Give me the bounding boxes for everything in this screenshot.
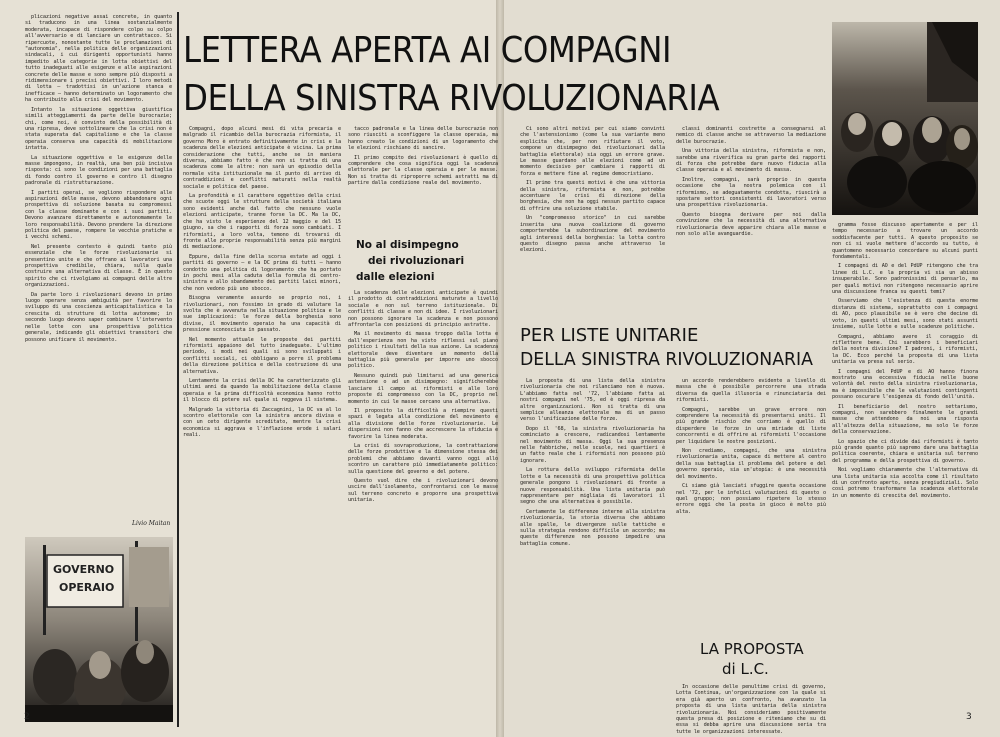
paragraph: Certamente le differenze interne alla sinistra rivoluzionaria, la storia diversa che abbiamo alle spalle, le divergenze sulle tattiche e sulla strategia rendono difficile un accordo; ma queste differenze non possono impedire una battaglia comune. — [520, 508, 665, 547]
paragraph: In occasione delle penultime crisi di governo, Lotta Continua, un'organizzazione con la quale si era già aperto un confronto, ha avanzato la proposta di una lista unitaria della sinistra rivoluzionaria. Noi consideriamo positivamente questa presa di posizione e riteniamo che su di essa si debba aprire una discussione seria tra tutte le organizzazioni interessate. — [676, 684, 826, 735]
article-column-2-top — [348, 126, 498, 228]
column-rule — [177, 12, 179, 727]
paragraph: Compagni, dopo alcuni mesi di vita precaria e malgrado il ricambio della burocrazia riformista, il governo Moro è entrato definitivamente in crisi e la scadenza delle elezioni anticipate è vicina. La prima considerazione che tutti, anche se in maniera diversa, abbiamo fatto è che non si tratta di una scadenza come le altre: non sarà un episodio della normale vita istituzionale ma il punto di arrivo di contraddizioni e conflitti maturati nella realtà sociale e politica del paese. — [183, 126, 341, 190]
paragraph: Compagni, abbiamo avere il coraggio di riflettere bene. Chi sarebbero i beneficiari della nostra divisione? I padroni, i riformisti, la DC. Ecco perché la proposta di una lista unitaria va presa sul serio. — [832, 333, 978, 366]
subhead-line: dalle elezioni — [356, 271, 435, 283]
headline-line-1: LETTERA APERTA AI COMPAGNI — [183, 30, 672, 71]
article-column-7 — [676, 684, 826, 735]
author-signature: Livio Maitan — [132, 520, 171, 527]
paragraph: Intanto la situazione oggettiva giustifica simili atteggiamenti da parte delle burocrazie; chi, come noi, è convinto della possibilità di una ripresa, deve sottolineare che la crisi non è stata superata dal capitalismo e che la classe operaia conserva una capacità di mobilitazione intatta. — [25, 106, 172, 152]
paragraph: Lo spazio che ci divide dai riformisti è tanto più grande quanto più sapremo dare una battaglia politica coerente, chiara e unitaria sul terreno del programma e della prospettiva di governo. — [832, 438, 978, 464]
paragraph: Ci siamo già lasciati sfuggire questa occasione nel '72, per le infelici valutazioni di questo o quel gruppo; non possiamo ripetere lo stesso errore oggi che la posta in gioco è molto più alta. — [676, 483, 826, 515]
subhead-line: No al disimpegno — [356, 239, 459, 251]
photo-image — [832, 22, 978, 215]
headline-line-2: DELLA SINISTRA RIVOLUZIONARIA — [183, 78, 720, 119]
paragraph: Ma il movimento di massa troppo dalla lotta e dall'esperienza non ha visto riflessi sul piano politico i risultati della sua azione. La scadenza elettorale deve diventare un momento della battaglia più generale per imporre uno sbocco politico. — [348, 331, 498, 370]
photo-crowd — [832, 22, 978, 215]
page-number-left: 2 — [24, 712, 30, 722]
left-text-column — [25, 14, 172, 514]
article-column-1 — [183, 126, 341, 722]
paragraph: Ci sono altri motivi per cui siamo convinti che l'astensionismo (come la sua variante meno esplicita che, per non rifiutare il voto, compone un disimpegno dei rivoluzionari dalla battaglia elettorale) sia oggi un errore grave. Le masse guardano alle elezioni come ad un momento decisivo per cambiare i rapporti di forza e mettere fine al regime democristiano. — [520, 126, 665, 177]
article-column-8 — [832, 222, 978, 722]
paragraph: Nel presente contesto è quindi tanto più essenziale che le forze rivoluzionarie si presentino unite e che offrano ai lavoratori una prospettiva credibile, chiara, sulla quale costruire una alternativa di classe. È in questo spirito che ci rivolgiamo ai compagni delle altre organizzazioni. — [25, 243, 172, 289]
paragraph: Una vittoria della sinistra, riformista e non, sarebbe una riverifica su gran parte dei rapporti di forza che potrebbe dare nuovo fiducia alla classe operaia e al movimento di massa. — [676, 148, 826, 174]
section-title-proposta-line2: di L.C. — [722, 660, 769, 678]
banner-text-line2: OPERAIO — [59, 581, 115, 594]
paragraph: un accordo renderebbero evidente a livello di massa che è possibile percorrere una strada diversa da quella illusoria e rinunciataria dei riformisti. — [676, 378, 826, 404]
banner-text-line1: GOVERNO — [53, 563, 115, 576]
paragraph: La scadenza delle elezioni anticipate è quindi il prodotto di contraddizioni maturate a livello sociale e non sul terreno istituzionale. Di conflitti di classe e non di idee. I rivoluzionari non possono ignorare la scadenza e non possono affrontarla con posizioni di principio astratte. — [348, 290, 498, 329]
paragraph: Nel momento attuale le proposte dei partiti riformisti appaiono del tutto inadeguate. L'ultimo periodo, i modi nei quali si sono sviluppati i conflitti sociali, ci obbligano a porre il problema della direzione politica e della costruzione di una alternativa. — [183, 336, 341, 375]
paragraph: La situazione oggettiva e le esigenze delle masse impongono, in realtà, una ben più incisiva risposta: ci sono le condizioni per una battaglia di fondo contro il governo e contro il disegno padronale di ristrutturazione. — [25, 154, 172, 187]
section-title-liste-line2: DELLA SINISTRA RIVOLUZIONARIA — [520, 349, 813, 370]
paragraph: Un "compromesso storico" in cui sarebbe inserita una nuova coalizione di governo comporterebbe la subordinazione del movimento agli interessi della borghesia: la lotta contro questo disegno passa anche attraverso le elezioni. — [520, 215, 665, 254]
paragraph: Eppure, dalla fine della scorsa estate ad oggi i partiti di governo — e la DC prima di tutti — hanno condotto una politica di logoramento che ha portato in pochi mesi alla caduta della formula di centro-sinistra e allo sbandamento dei partiti laici minori, che non vedono più uno sbocco. — [183, 253, 341, 292]
paragraph: Il beneficiario del nostro settarismo, compagni, non sarebbero finalmente le grandi masse che attendono da noi una risposta all'altezza della situazione, ma solo le forze della conservazione. — [832, 403, 978, 436]
article-column-3 — [520, 126, 665, 322]
section-title-proposta-line1: LA PROPOSTA — [700, 640, 804, 658]
section-title-liste-line1: PER LISTE UNITARIE — [520, 325, 699, 346]
paragraph: Inoltre, compagni, sarà proprio in questa occasione che la nostra polemica con il riformismo, se adeguatamente condotta, riuscirà a spostare settori consistenti di lavoratori verso una prospettiva rivoluzionaria. — [676, 176, 826, 209]
paragraph: Il proposito la difficoltà a riempire questi spazi è legata alla condizione del movimento e alla divisione delle forze rivoluzionarie. Le dispersioni non fanno che accrescere la sfiducia e favorire la linea moderata. — [348, 407, 498, 440]
article-column-4 — [676, 126, 826, 322]
paragraph: La rottura dello sviluppo riformista delle lotte e la necessità di una prospettiva politica generale pongono i rivoluzionari di fronte a nuove responsabilità. Una lista unitaria può rappresentare per migliaia di lavoratori il segno che una alternativa è possibile. — [520, 467, 665, 506]
paragraph: Dopo il '68, la sinistra rivoluzionaria ha cominciato a crescere, radicandosi lentamente nel movimento di massa. Oggi la sua presenza nelle fabbriche, nelle scuole, nei quartieri è un fatto reale che i riformisti non possono più ignorare. — [520, 425, 665, 464]
subhead-no-disimpegno — [356, 237, 496, 285]
paragraph: Questo bisogna derivare per noi dalla convinzione che la necessità di una alternativa rivoluzionaria deve apparire chiara alle masse e non solo alle avanguardie. — [676, 211, 826, 238]
paragraph: Noi vogliamo chiaramente che l'alternativa di una lista unitaria sia accolta come il risultato di un confronto aperto, senza pregiudiziali. Solo così potremo trasformare la scadenza elettorale in un momento di crescita del movimento. — [832, 467, 978, 499]
subhead-line: dei rivoluzionari — [368, 255, 465, 267]
paragraph: Il primo tra questi motivi è che una vittoria della sinistra, riformista e non, potrebbe accentuare le crisi di direzione della borghesia, che non ha oggi nessun partito capace di offrire una soluzione stabile. — [520, 180, 665, 212]
paragraph: I compagni di AO e del PdUP ritengono che tra linee di L.C. e la propria vi sia un abisso insuperabile. Sono padronissimi di pensarlo, ma per quali motivi non ritengono necessario aprire una discussione franca su questi temi? — [832, 263, 978, 296]
paragraph: plicazioni negative assai concrete, in quanto si traducono in una linea sostanzialmente moderata, incapace di rispondere colpo su colpo all'avversario e di lanciare un contrattacco. Si ripercuote, nonostante tutte le proclamazioni di "autonomia", nella politica delle organizzazioni sindacali, i cui dirigenti opportunisti hanno impedito alle categorie in lotta obiettivi del tutto inadeguati alle esigenze e alle aspirazioni concrete delle masse e sono sempre più disposti a ridimensionare i precisi obiettivi. I loro metodi di lotta — tradottisi in un'azione stanca e inefficace — hanno determinato un logoramento che ha contribuito alla crisi del movimento. — [25, 14, 172, 104]
paragraph: Malgrado la vittoria di Zaccagnini, la DC va al lo scontro elettorale con la sinistra ancora divisa e con un ceto dirigente screditato, mentre la crisi economica si aggrava e l'inflazione erode i salari reali. — [183, 406, 341, 439]
paragraph: I partiti operai, se vogliono rispondere alle aspirazioni delle masse, devono abbandonare ogni prospettiva di soluzione basata su compromessi con la classe dominante e con i suoi partiti. Devono avanzare direttamente e autonomamente le loro responsabilità. Devono prendere la direzione politica del paese, rompere le vecchie pratiche e i vecchi schemi. — [25, 189, 172, 241]
paragraph: La proposta di una lista della sinistra rivoluzionaria che noi rilanciamo non è nuova. L'abbiamo fatta nel '72, l'abbiamo fatta ai nostri compagni nel '75, ed è oggi ripresa da altre organizzazioni. Non si tratta di una semplice alleanza elettorale ma di un passo verso l'unificazione delle forze. — [520, 378, 665, 423]
paragraph: I compagni del PdUP e di AO hanno finora mostrato una eccessiva fiducia nelle buone volontà del resto della sinistra rivoluzionaria, ma è impossibile che le valutazioni contingenti possano oscurare l'esigenza di fondo dell'unità. — [832, 368, 978, 401]
paragraph: Il primo compito dei rivoluzionari è quello di comprendere che cosa significa oggi la scadenza elettorale per la classe operaia e per le masse. Non si tratta di riproporre schemi astratti ma di partire dalla condizione reale del movimento. — [348, 154, 498, 187]
page-number-right: 3 — [966, 712, 972, 722]
paragraph: Da parte loro i rivoluzionari devono in primo luogo operare senza ambiguità per favorire lo sviluppo di una coscienza anticapitalistica e la crescita di strutture di lotta autonome; in secondo luogo devono saper combinare l'intervento nelle lotte con una prospettiva politica generale, indicando gli obiettivi transitori che possono unificare il movimento. — [25, 291, 172, 343]
paragraph: La profondità e il carattere oggettivo della crisi che scuote oggi le strutture della società italiana sono evidenti anche dal fatto che nessuno vuole elezioni anticipate, tranne forse la DC. Ma la DC, che ha visto le esperienze del 12 maggio e del 15 giugno, sa che i rapporti di forza sono cambiati. I riformisti, a loro volta, temono di trovarsi di fronte alle proprie responsabilità senza più margini di mediazione. — [183, 193, 341, 251]
paragraph: Compagni, sarebbe un grave errore non comprendere la necessità di presentarsi uniti. Il più grande rischio che corriamo è quello di disperdere le forze in una miriade di liste concorrenti e di offrire ai riformisti l'occasione per liquidare le nostre posizioni. — [676, 406, 826, 445]
paragraph: Nessuno quindi può limitarsi ad una generica astensione o ad un disimpegno: significherebbe lasciare il campo ai riformisti e alle loro proposte di compromesso con la DC, proprio nel momento in cui le masse cercano una alternativa. — [348, 372, 498, 405]
article-column-5 — [520, 378, 665, 722]
paragraph: classi dominanti costrette a consegnarsi al nemico di classe anche se attraverso la mediazione delle burocrazie. — [676, 126, 826, 145]
article-column-2 — [348, 290, 498, 722]
paragraph: gramma fosse discusso apertamente e per il tempo necessario a trovare un accordo soddisfacente per tutti. A questo proposito se non ci si vuole mettere d'accordo su tutto, è quantomeno necessario concordare su alcuni punti fondamentali. — [832, 222, 978, 261]
photo-demonstration-banner — [25, 537, 173, 722]
article-column-6 — [676, 378, 826, 604]
paragraph: Bisogna veramente assurdo se proprio noi, i rivoluzionari, non fossimo in grado di valutare la svolta che è avvenuta nella situazione politica e le sue implicazioni: le forze della borghesia sono divise, il movimento operaio ha una capacità di pressione sconosciuta in passato. — [183, 295, 341, 334]
paragraph: La crisi di sovraproduzione, la contrattazione delle forze produttive e la dimensione stessa dei problemi che abbiamo davanti vanno oggi allo scontro un carattere più immediatamente politico: sulla questione del governo e del potere. — [348, 442, 498, 475]
paragraph: Non crediamo, compagni, che una sinistra rivoluzionaria unita, capace di mettere al centro della sua battaglia il problema del potere e del governo operaio, sia un'utopia: è una necessità del movimento. — [676, 448, 826, 480]
paragraph: Lentamente la crisi della DC ha caratterizzato gli ultimi anni da quando la mobilitazione della classe operaia e la prima difficoltà economica hanno rotto il blocco di potere sul quale si reggeva il sistema. — [183, 378, 341, 404]
paragraph: tacco padronale e la linea delle burocrazie non sono riusciti a sconfiggere la classe operaia, ma hanno creato le condizioni di un logoramento che le elezioni rischiano di sancire. — [348, 126, 498, 152]
paragraph: Osserviamo che l'esistenza di questa enorme distanza di sistema, soprattutto con i compagni di AO, poco plausibile se è vero che decine di voto, in questi ultimi mesi, sono stati assunti insieme, sulle lotte e sulle scadenze politiche. — [832, 298, 978, 331]
paragraph: Questo vuol dire che i rivoluzionari devono uscire dall'isolamento, confrontarsi con le masse sul terreno concreto e proporre una prospettiva unitaria. — [348, 477, 498, 504]
